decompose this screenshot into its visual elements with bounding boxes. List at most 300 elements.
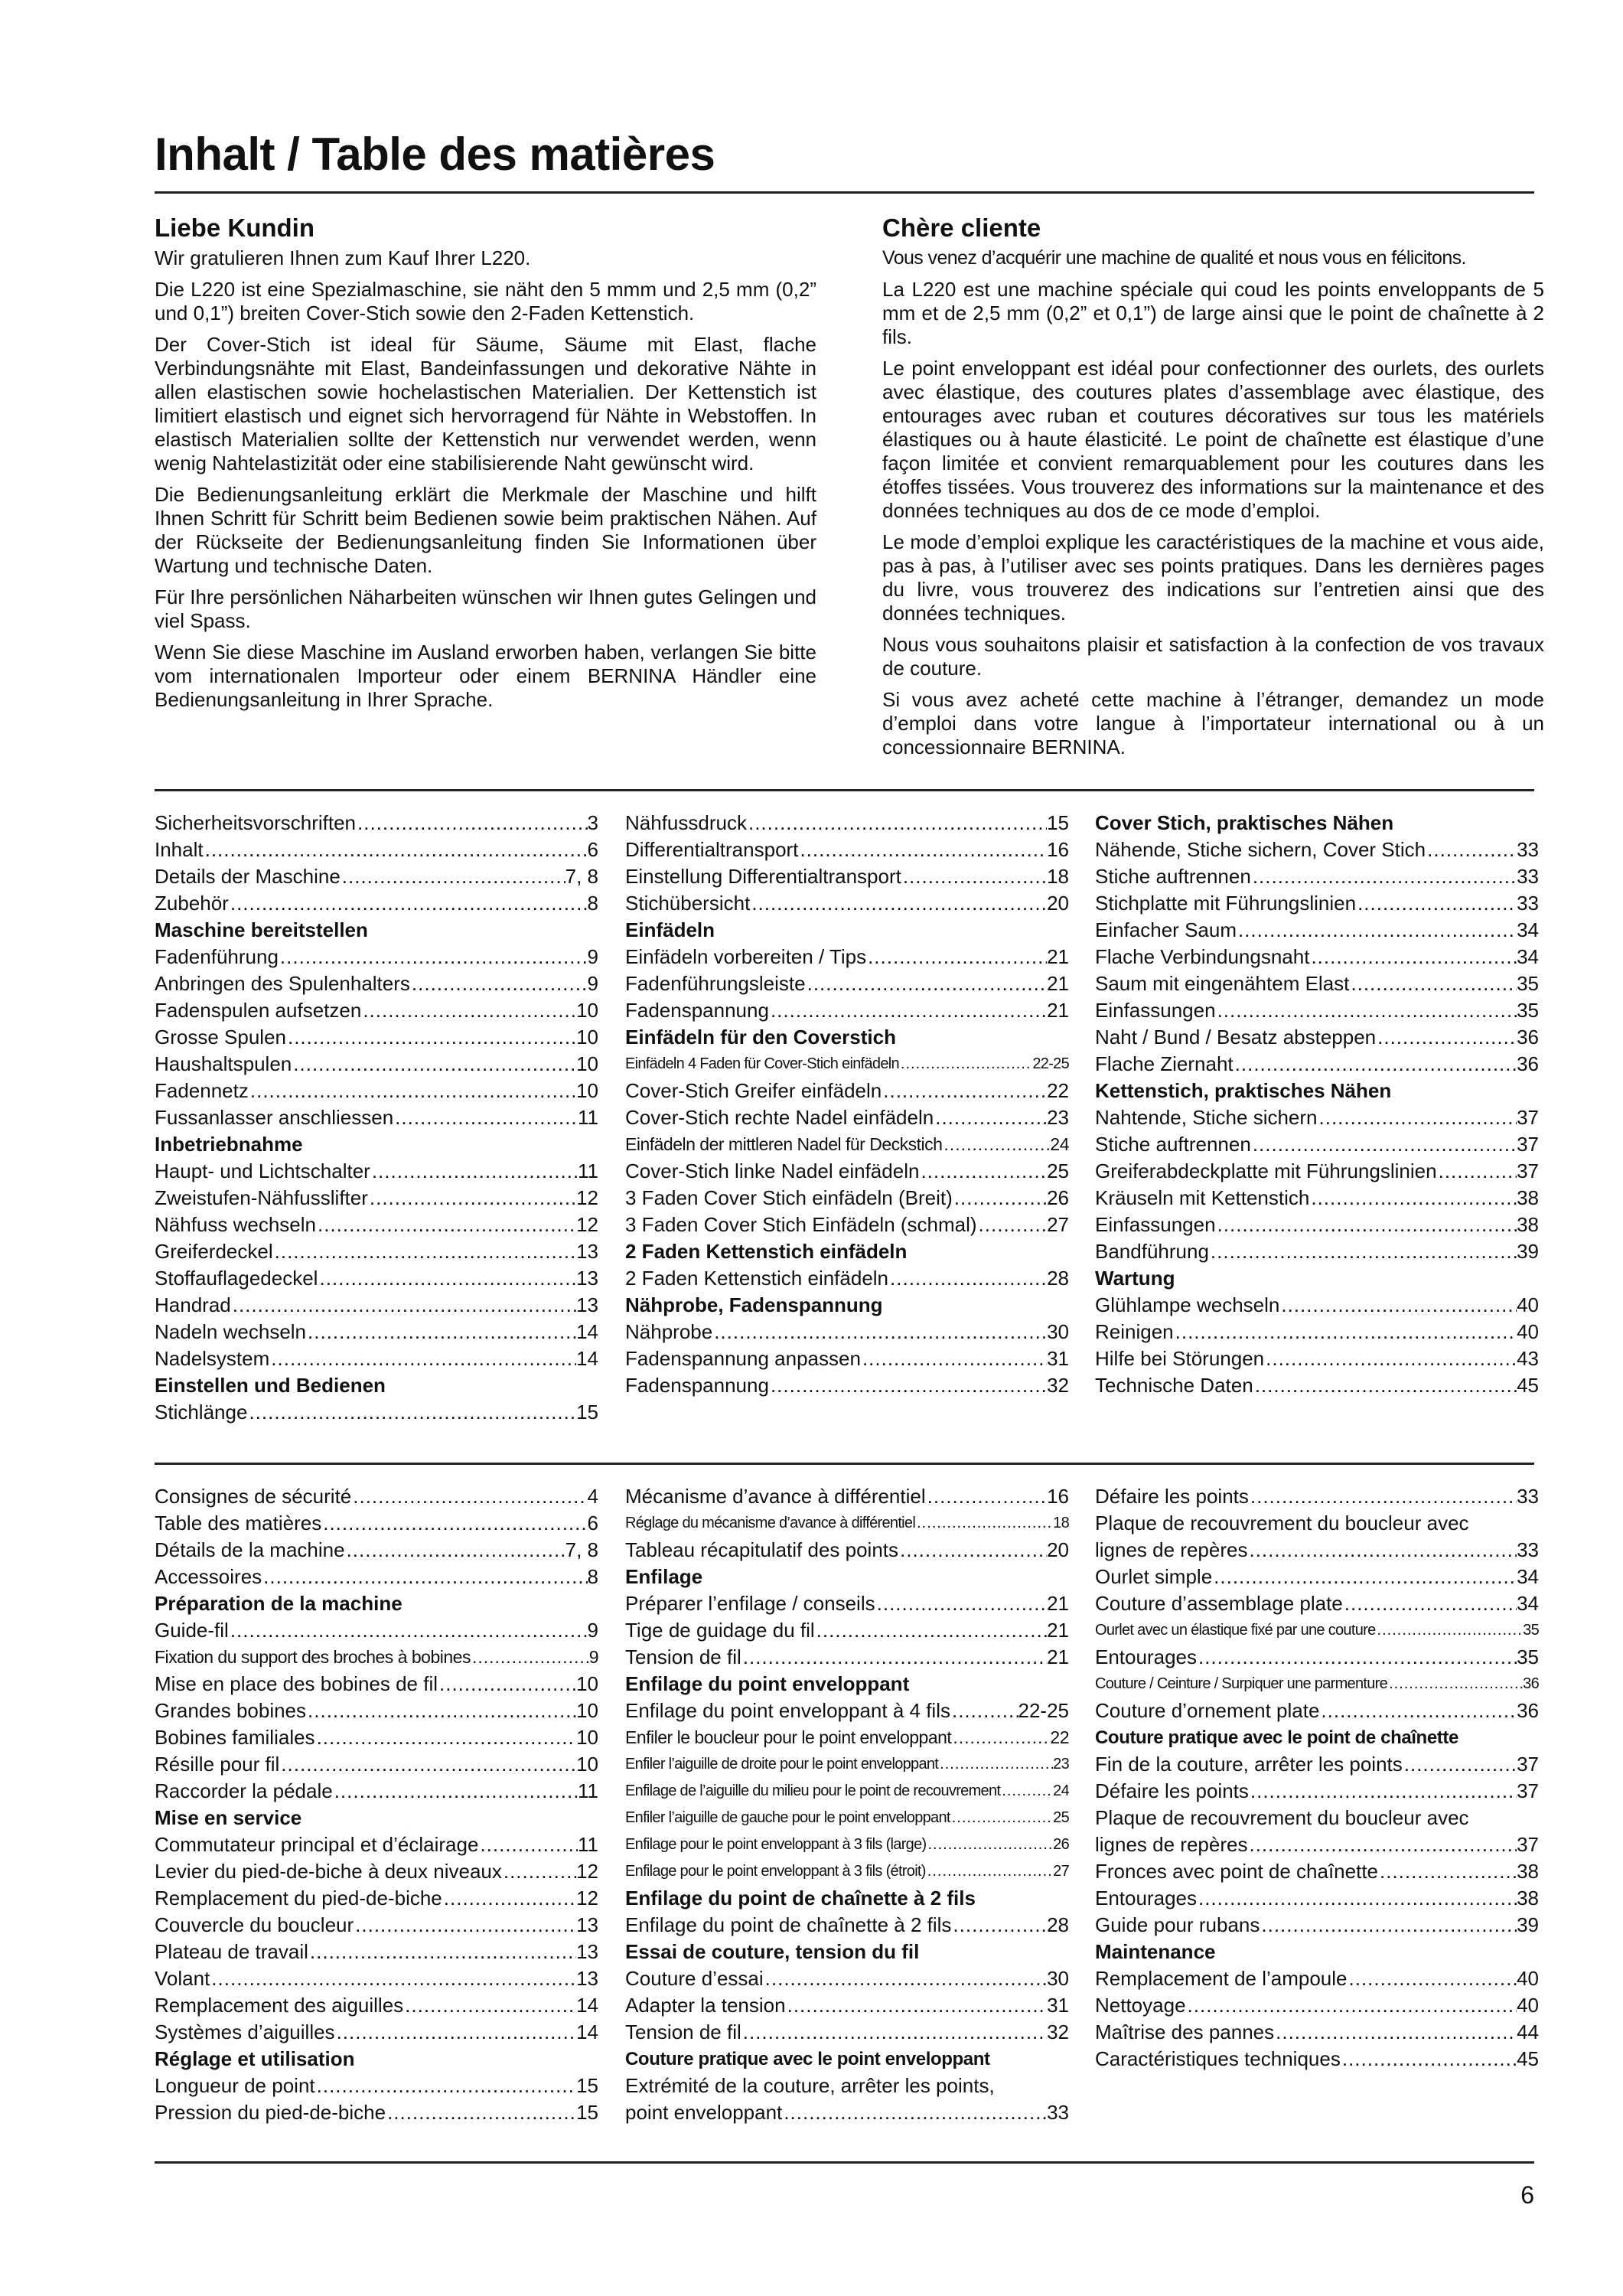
toc-entry-text: Cover-Stich linke Nadel einfädeln <box>625 1159 920 1182</box>
intro-french <box>882 213 1544 767</box>
toc-entry <box>625 1751 1069 1778</box>
toc-dot-leader <box>292 1051 576 1078</box>
toc-entry-text: Fin de la couture, arrêter les points <box>1095 1753 1403 1776</box>
toc-entry-text: Consignes de sécurité <box>155 1485 352 1508</box>
toc-entry <box>155 1345 598 1372</box>
toc-entry-text: Einfädeln der mittleren Nadel für Deckstich <box>625 1134 943 1154</box>
toc-dot-leader <box>1186 1992 1517 2019</box>
toc-dot-leader <box>815 1617 1047 1644</box>
toc-dot-leader <box>318 1265 576 1292</box>
toc-dot-leader <box>1378 1858 1517 1885</box>
toc-entry-text: Flache Ziernaht <box>1095 1052 1234 1075</box>
toc-entry <box>1095 863 1539 890</box>
toc-entry <box>1095 1992 1539 2019</box>
toc-entry <box>1095 1644 1539 1671</box>
toc-french-column-2 <box>625 1483 1069 2126</box>
toc-dot-leader <box>875 1590 1047 1617</box>
intro-french-paragraph: Vous venez d’acquérir une machine de qualité et nous vous en félicitons. <box>882 247 1466 269</box>
toc-entry <box>155 1051 598 1078</box>
toc-page-number: 36 <box>1517 1052 1539 1075</box>
toc-dot-leader <box>786 1992 1047 2019</box>
toc-entry <box>1095 1885 1539 1912</box>
toc-page-number: 33 <box>1517 1538 1539 1561</box>
toc-entry <box>625 1992 1069 2019</box>
toc-entry <box>625 890 1069 917</box>
toc-entry-text: Einfacher Saum <box>1095 918 1237 941</box>
toc-entry <box>155 997 598 1024</box>
toc-entry-text: Fadenführungsleiste <box>625 972 806 995</box>
toc-dot-leader <box>1319 1698 1517 1724</box>
toc-dot-leader <box>1247 1537 1517 1564</box>
toc-dot-leader <box>279 944 588 970</box>
toc-french-top-rule <box>155 1463 1534 1465</box>
toc-entry <box>1095 1564 1539 1590</box>
toc-dot-leader <box>934 1104 1047 1131</box>
toc-page-number: 36 <box>1523 1675 1539 1692</box>
toc-page-number: 38 <box>1517 1213 1539 1236</box>
toc-entry <box>625 1345 1069 1372</box>
toc-page-number: 14 <box>576 1347 598 1370</box>
toc-dot-leader <box>938 1751 1053 1778</box>
toc-section-heading: Einstellen und Bedienen <box>155 1374 386 1397</box>
toc-page-number: 22-25 <box>1032 1055 1069 1072</box>
toc-page-number: 21 <box>1047 945 1069 968</box>
toc-dot-leader <box>1249 1483 1517 1510</box>
toc-page-number: 36 <box>1517 1699 1539 1722</box>
toc-entry <box>625 1212 1069 1238</box>
toc-entry <box>1095 1158 1539 1185</box>
toc-page-number: 40 <box>1517 1293 1539 1316</box>
toc-entry-text: Fussanlasser anschliessen <box>155 1106 394 1129</box>
toc-entry <box>1095 917 1539 944</box>
toc-french-column-1 <box>155 1483 598 2126</box>
toc-entry-text: Fadenspannung <box>625 1374 769 1397</box>
toc-entry <box>1095 997 1539 1024</box>
toc-entry <box>625 1185 1069 1212</box>
toc-page-number: 37 <box>1517 1133 1539 1156</box>
toc-dot-leader <box>393 1104 578 1131</box>
toc-dot-leader <box>478 1831 578 1858</box>
intro-german-paragraph: Die Bedienungsanleitung erklärt die Merkmale der Maschine und hilft Ihnen Schritt für Schritt beim Bedienen sowie beim praktischen Nähen. Auf der Rückseite der Bedienungsanleitung finden Sie Informationen über Wartung und technische Daten. <box>155 483 816 577</box>
toc-entry-text: Couvercle du boucleur <box>155 1913 354 1936</box>
toc-entry <box>625 1372 1069 1399</box>
toc-german-column-1 <box>155 810 598 1426</box>
toc-section-heading: Couture pratique avec le point enveloppant <box>625 2049 990 2069</box>
toc-entry-text: Sicherheitsvorschriften <box>155 811 356 834</box>
toc-dot-leader <box>368 1185 576 1212</box>
toc-page-number: 15 <box>1047 811 1069 834</box>
toc-page-number: 6 <box>587 1512 598 1534</box>
toc-entry <box>155 1992 598 2019</box>
toc-entry <box>625 970 1069 997</box>
toc-entry-text: Mécanisme d’avance à différentiel <box>625 1485 926 1508</box>
toc-entry-text: Greiferdeckel <box>155 1240 273 1263</box>
toc-dot-leader <box>1341 2046 1517 2073</box>
toc-page-number: 9 <box>587 945 598 968</box>
toc-entry <box>155 1564 598 1590</box>
toc-entry-text: Réglage du mécanisme d’avance à différentiel <box>625 1515 916 1531</box>
toc-entry <box>155 1751 598 1778</box>
toc-page-number: 23 <box>1047 1106 1069 1129</box>
toc-dot-leader <box>438 1671 576 1698</box>
toc-entry-text: Stichlänge <box>155 1401 248 1424</box>
toc-entry <box>155 1617 598 1644</box>
toc-dot-leader <box>1274 2019 1517 2046</box>
toc-page-number: 25 <box>1053 1809 1069 1826</box>
intro-german-paragraph: Für Ihre persönlichen Näharbeiten wünschen wir Ihnen gutes Gelingen und viel Spass. <box>155 585 816 632</box>
toc-dot-leader <box>1000 1778 1053 1805</box>
toc-entry <box>625 1778 1069 1805</box>
toc-entry-text: Nähprobe <box>625 1320 713 1343</box>
toc-entry <box>625 1858 1069 1885</box>
toc-entry <box>625 1724 1069 1751</box>
toc-entry-text: Remplacement de l’ampoule <box>1095 1967 1348 1990</box>
toc-entry-text: Guide pour rubans <box>1095 1913 1260 1936</box>
toc-entry <box>155 1024 598 1051</box>
toc-entry-text: Naht / Bund / Besatz absteppen <box>1095 1026 1377 1049</box>
toc-page-number: 10 <box>576 1079 598 1102</box>
toc-entry <box>155 1912 598 1939</box>
toc-dot-leader <box>1387 1671 1523 1698</box>
toc-entry <box>1095 1831 1539 1858</box>
toc-entry-text: Zweistufen-Nähfusslifter <box>155 1186 368 1209</box>
toc-entry-text: Volant <box>155 1967 210 1990</box>
toc-entry <box>625 837 1069 863</box>
toc-entry <box>155 837 598 863</box>
toc-entry-text: Tige de guidage du fil <box>625 1619 815 1642</box>
toc-section-heading: Préparation de la machine <box>155 1592 402 1615</box>
toc-dot-leader <box>204 837 588 863</box>
toc-section-heading: Essai de couture, tension du fil <box>625 1940 920 1963</box>
toc-dot-leader <box>798 837 1047 863</box>
toc-entry <box>625 1510 1069 1537</box>
toc-section-heading: Réglage et utilisation <box>155 2047 355 2070</box>
toc-page-number: 37 <box>1517 1159 1539 1182</box>
intro-french-paragraph: Si vous avez acheté cette machine à l’étranger, demandez un mode d’emploi dans votre langue à l’importateur international ou à un concessionnaire BERNINA. <box>882 688 1544 758</box>
toc-entry-text: Stiche auftrennen <box>1095 865 1251 888</box>
intro-french-heading: Chère cliente <box>882 214 1041 242</box>
toc-entry <box>155 1158 598 1185</box>
toc-dot-leader <box>354 1912 576 1939</box>
toc-entry-text: Nadelsystem <box>155 1347 270 1370</box>
intro-german-heading: Liebe Kundin <box>155 214 314 242</box>
toc-entry <box>155 863 598 890</box>
toc-entry-text: Nähfuss wechseln <box>155 1213 316 1236</box>
toc-dot-leader <box>926 1858 1053 1885</box>
toc-page-number: 40 <box>1517 1967 1539 1990</box>
toc-entry <box>155 1510 598 1537</box>
toc-entry <box>155 1185 598 1212</box>
toc-entry <box>1095 1292 1539 1319</box>
toc-entry <box>155 1671 598 1698</box>
toc-page-number: 20 <box>1047 892 1069 915</box>
page-number: 6 <box>1520 2181 1534 2209</box>
intro-german-paragraph: Die L220 ist eine Spezialmaschine, sie näht den 5 mmm und 2,5 mm (0,2” und 0,1”) breiten Cover-Stich sowie den 2-Faden Kettenstich. <box>155 278 816 325</box>
toc-page-number: 33 <box>1517 838 1539 861</box>
toc-entry-text: Hilfe bei Störungen <box>1095 1347 1265 1370</box>
toc-dot-leader <box>1260 1912 1517 1939</box>
toc-entry <box>625 2019 1069 2046</box>
toc-entry <box>625 810 1069 837</box>
toc-page-number: 13 <box>576 1967 598 1990</box>
toc-entry-text: Remplacement du pied-de-biche <box>155 1887 442 1910</box>
toc-entry-text: Préparer l’enfilage / conseils <box>625 1592 875 1615</box>
toc-dot-leader <box>1437 1158 1517 1185</box>
toc-page-number: 13 <box>576 1913 598 1936</box>
toc-dot-leader <box>351 1483 587 1510</box>
toc-page-number: 37 <box>1517 1753 1539 1776</box>
toc-entry-text: Enfilage du point enveloppant à 4 fils <box>625 1699 950 1722</box>
toc-entry-text: Grandes bobines <box>155 1699 307 1722</box>
toc-entry-text: Ourlet avec un élastique fixé par une couture <box>1095 1622 1376 1639</box>
toc-page-number: 34 <box>1517 1592 1539 1615</box>
toc-section-heading: Inbetriebnahme <box>155 1133 303 1156</box>
toc-entry <box>1095 1238 1539 1265</box>
toc-page-number: 26 <box>1047 1186 1069 1209</box>
toc-entry <box>1095 1024 1539 1051</box>
toc-page-number: 33 <box>1517 1485 1539 1508</box>
toc-entry <box>155 890 598 917</box>
toc-dot-leader <box>502 1858 576 1885</box>
toc-entry <box>1095 1590 1539 1617</box>
toc-page-number: 36 <box>1517 1026 1539 1049</box>
toc-page-number: 34 <box>1517 1565 1539 1588</box>
toc-page-number: 37 <box>1517 1106 1539 1129</box>
toc-page-number: 45 <box>1517 2047 1539 2070</box>
toc-entry-text: Couture d’essai <box>625 1967 764 1990</box>
toc-entry-text: Guide-fil <box>155 1619 229 1642</box>
toc-entry <box>625 1131 1069 1158</box>
toc-page-number: 40 <box>1517 1320 1539 1343</box>
toc-section-heading: Kettenstich, praktisches Nähen <box>1095 1079 1392 1102</box>
toc-dot-leader <box>306 1698 576 1724</box>
toc-dot-leader <box>951 1912 1047 1939</box>
toc-section-heading: Enfilage du point enveloppant <box>625 1672 910 1695</box>
toc-dot-leader <box>888 1265 1047 1292</box>
toc-page-number: 22 <box>1047 1079 1069 1102</box>
toc-entry <box>1095 944 1539 970</box>
toc-page-number: 13 <box>576 1940 598 1963</box>
toc-page-number: 8 <box>587 1565 598 1588</box>
toc-page-number: 32 <box>1047 2020 1069 2043</box>
toc-dot-leader <box>977 1212 1048 1238</box>
toc-entry <box>155 1698 598 1724</box>
toc-entry <box>1095 2019 1539 2046</box>
toc-dot-leader <box>1253 1372 1517 1399</box>
toc-entry-text: Stoffauflagedeckel <box>155 1267 318 1290</box>
toc-dot-leader <box>1309 944 1517 970</box>
toc-page-number: 34 <box>1517 945 1539 968</box>
toc-entry <box>155 1885 598 1912</box>
toc-entry-text: Kräuseln mit Kettenstich <box>1095 1186 1310 1209</box>
toc-page-number: 35 <box>1517 1645 1539 1668</box>
toc-entry-text: Stiche auftrennen <box>1095 1133 1251 1156</box>
intro-french-paragraph: Nous vous souhaitons plaisir et satisfaction à la confection de vos travaux de couture. <box>882 633 1544 680</box>
toc-entry <box>625 1644 1069 1671</box>
intro-german-paragraph: Wir gratulieren Ihnen zum Kauf Ihrer L220. <box>155 246 531 269</box>
toc-page-number: 44 <box>1517 2020 1539 2043</box>
toc-entry-text: Nettoyage <box>1095 1994 1186 2017</box>
toc-page-number: 43 <box>1517 1347 1539 1370</box>
page-title: Inhalt / Table des matières <box>155 129 715 180</box>
toc-page-number: 12 <box>576 1213 598 1236</box>
toc-entry-text: Stichübersicht <box>625 892 751 915</box>
toc-page-number: 9 <box>588 1647 598 1667</box>
toc-entry-text: Plateau de travail <box>155 1940 308 1963</box>
toc-page-number: 18 <box>1053 1515 1069 1531</box>
toc-entry <box>1095 1537 1539 1564</box>
toc-entry <box>1095 1751 1539 1778</box>
toc-entry-text: Caractéristiques techniques <box>1095 2047 1341 2070</box>
toc-page-number: 35 <box>1517 972 1539 995</box>
toc-page-number: 4 <box>587 1485 598 1508</box>
toc-dot-leader <box>1309 1185 1517 1212</box>
toc-german-column-3 <box>1095 810 1539 1399</box>
toc-entry <box>1095 1698 1539 1724</box>
toc-entry-text: Enfilage de l’aiguille du milieu pour le point de recouvrement <box>625 1782 1001 1799</box>
toc-section-heading: Einfädeln <box>625 918 715 941</box>
toc-dot-leader <box>273 1238 576 1265</box>
toc-entry <box>1095 970 1539 997</box>
toc-dot-leader <box>321 1510 587 1537</box>
toc-entry-text: Bandführung <box>1095 1240 1209 1263</box>
toc-page-number: 33 <box>1047 2101 1069 2124</box>
toc-page-number: 14 <box>576 1320 598 1343</box>
toc-entry-text: Enfilage pour le point enveloppant à 3 fils (étroit) <box>625 1863 926 1880</box>
toc-entry-text: Levier du pied-de-biche à deux niveaux <box>155 1860 502 1883</box>
toc-entry <box>155 944 598 970</box>
toc-page-number: 14 <box>576 2020 598 2043</box>
toc-entry <box>1095 1212 1539 1238</box>
toc-dot-leader <box>361 997 576 1024</box>
toc-entry-text: Stichplatte mit Führungslinien <box>1095 892 1357 915</box>
toc-page-number: 10 <box>576 999 598 1022</box>
toc-entry <box>1095 1185 1539 1212</box>
toc-entry-text: Einfassungen <box>1095 1213 1216 1236</box>
toc-page-number: 14 <box>576 1994 598 2017</box>
toc-entry-text: 3 Faden Cover Stich einfädeln (Breit) <box>625 1186 953 1209</box>
toc-dot-leader <box>1376 1617 1524 1644</box>
toc-page-number: 28 <box>1047 1913 1069 1936</box>
toc-entry <box>155 1939 598 1965</box>
toc-entry-text: Differentialtransport <box>625 838 799 861</box>
toc-dot-leader <box>315 1724 577 1751</box>
toc-page-number: 16 <box>1047 838 1069 861</box>
toc-entry-text: Résille pour fil <box>155 1753 280 1776</box>
toc-entry-text: Enfiler le boucleur pour le point enveloppant <box>625 1727 952 1747</box>
toc-entry-text: Fadenspannung anpassen <box>625 1347 861 1370</box>
toc-entry <box>155 810 598 837</box>
toc-entry-text: Haupt- und Lichtschalter <box>155 1159 370 1182</box>
toc-page-number: 31 <box>1047 1994 1069 2017</box>
toc-page-number: 28 <box>1047 1267 1069 1290</box>
toc-dot-leader <box>898 1537 1047 1564</box>
toc-page-number: 7, 8 <box>565 1538 598 1561</box>
toc-page-number: 33 <box>1517 892 1539 915</box>
toc-dot-leader <box>210 1965 576 1992</box>
toc-page-number: 10 <box>576 1026 598 1049</box>
toc-entry-text: Nahtende, Stiche sichern <box>1095 1106 1318 1129</box>
toc-german-column-2 <box>625 810 1069 1399</box>
toc-dot-leader <box>345 1537 565 1564</box>
toc-dot-leader <box>1279 1292 1517 1319</box>
toc-entry <box>625 1158 1069 1185</box>
toc-dot-leader <box>950 1805 1053 1831</box>
toc-entry-text: Cover-Stich Greifer einfädeln <box>625 1079 882 1102</box>
toc-entry-text: Entourages <box>1095 1887 1197 1910</box>
toc-dot-leader <box>386 2099 576 2126</box>
toc-page-number: 37 <box>1517 1833 1539 1856</box>
toc-dot-leader <box>769 997 1047 1024</box>
toc-dot-leader <box>1212 1564 1517 1590</box>
toc-entry <box>625 863 1069 890</box>
toc-page-number: 7, 8 <box>565 865 598 888</box>
toc-dot-leader <box>1356 890 1517 917</box>
toc-dot-leader <box>861 1345 1047 1372</box>
toc-dot-leader <box>1376 1024 1517 1051</box>
toc-dot-leader <box>1343 1590 1517 1617</box>
toc-page-number: 15 <box>576 2101 598 2124</box>
toc-dot-leader <box>769 1372 1047 1399</box>
toc-page-number: 25 <box>1047 1159 1069 1182</box>
toc-entry-text: Grosse Spulen <box>155 1026 286 1049</box>
toc-entry-text: Fadenspulen aufsetzen <box>155 999 362 1022</box>
toc-entry-text: Saum mit eingenähtem Elast <box>1095 972 1350 995</box>
toc-page-number: 31 <box>1047 1347 1069 1370</box>
toc-dot-leader <box>1251 1131 1517 1158</box>
toc-entry-text: Enfiler l’aiguille de droite pour le point enveloppant <box>625 1756 939 1773</box>
toc-entry-text: Longueur de point <box>155 2074 315 2097</box>
toc-page-number: 23 <box>1053 1756 1069 1773</box>
toc-entry-text: Einfädeln 4 Faden für Cover-Stich einfädeln <box>625 1055 899 1072</box>
toc-entry <box>1095 1483 1539 1510</box>
toc-entry <box>625 1104 1069 1131</box>
toc-section-heading: Wartung <box>1095 1267 1175 1290</box>
toc-dot-leader <box>370 1158 578 1185</box>
toc-dot-leader <box>1209 1238 1517 1265</box>
toc-entry-text: Einfädeln vorbereiten / Tips <box>625 945 867 968</box>
toc-section-heading: Maintenance <box>1095 1940 1216 1963</box>
toc-dot-leader <box>1348 1965 1517 1992</box>
toc-dot-leader <box>764 1965 1047 1992</box>
toc-entry-text: Mise en place des bobines de fil <box>155 1672 438 1695</box>
toc-entry-text: Adapter la tension <box>625 1994 786 2017</box>
toc-dot-leader <box>1264 1345 1517 1372</box>
toc-dot-leader <box>1174 1319 1517 1345</box>
toc-page-number: 10 <box>576 1052 598 1075</box>
toc-entry-text: Entourages <box>1095 1645 1197 1668</box>
toc-entry-text: lignes de repères <box>1095 1538 1248 1561</box>
toc-entry <box>1095 2046 1539 2073</box>
toc-entry <box>625 997 1069 1024</box>
toc-entry-text: 2 Faden Kettenstich einfädeln <box>625 1267 889 1290</box>
toc-entry <box>625 1265 1069 1292</box>
toc-entry <box>625 1078 1069 1104</box>
toc-entry <box>155 1537 598 1564</box>
toc-entry-text: Fadenspannung <box>625 999 769 1022</box>
toc-dot-leader <box>782 2099 1047 2126</box>
intro-french-paragraph: Le point enveloppant est idéal pour confectionner des ourlets, des ourlets avec élastique, des coutures plates d’assemblage avec élastique, des entourages avec ruban et coutures décoratives sur tous les matériels élastiques ou à haute élasticité. Le point de chaînette est élastique d’une façon limitée et convient remarquablement pour les coutures dans les étoffes tissées. Vous trouverez des informations sur la maintenance et des données techniques au dos de ce mode d’emploi. <box>882 357 1544 522</box>
toc-entry-text: Fadennetz <box>155 1079 249 1102</box>
toc-dot-leader <box>1234 1051 1517 1078</box>
toc-page-number: 22-25 <box>1018 1699 1069 1722</box>
toc-page-number: 3 <box>587 811 598 834</box>
toc-entry-text: Plaque de recouvrement du boucleur avec <box>1095 1806 1469 1829</box>
toc-entry <box>625 1805 1069 1831</box>
toc-german-top-rule <box>155 789 1534 791</box>
toc-page-number: 39 <box>1517 1240 1539 1263</box>
toc-entry <box>155 1965 598 1992</box>
